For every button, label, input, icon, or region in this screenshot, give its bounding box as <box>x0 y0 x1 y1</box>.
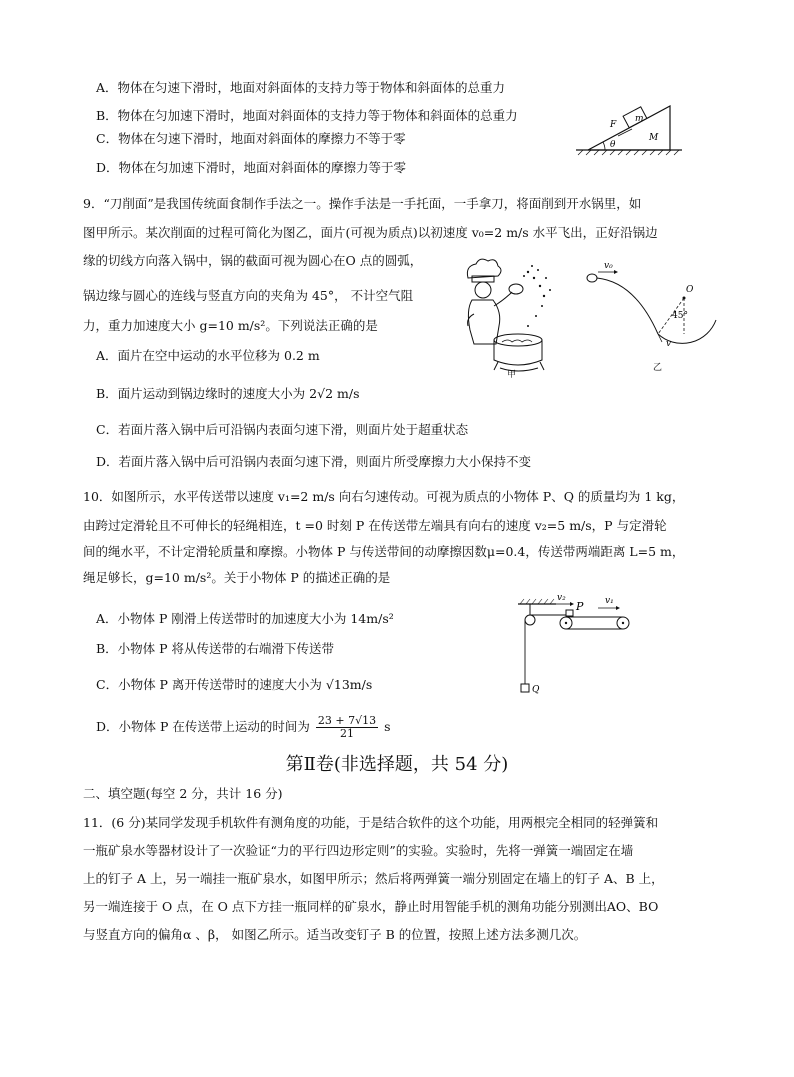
label-big-m: M <box>649 133 659 143</box>
q9-line-2: 图甲所示。某次削面的过程可简化为图乙，面片(可视为质点)以初速度 v₀=2 m/s 水平飞出，正好沿锅边 <box>83 225 658 240</box>
q8-option-a: A．物体在匀速下滑时，地面对斜面体的支持力等于物体和斜面体的总重力 <box>96 80 506 95</box>
q8-option-c: C．物体在匀速下滑时，地面对斜面体的摩擦力不等于零 <box>96 131 406 146</box>
trajectory-figure <box>580 258 720 348</box>
part-two-title: 第Ⅱ卷(非选择题，共 54 分) <box>285 754 509 775</box>
q10-line-4: 绳足够长，g=10 m/s²。关于小物体 P 的描述正确的是 <box>83 570 391 585</box>
q10-option-b: B．小物体 P 将从传送带的右端滑下传送带 <box>96 641 335 656</box>
conveyor-figure <box>512 590 642 700</box>
noodle-slice <box>587 274 597 282</box>
q9-option-b: B．面片运动到锅边缘时的速度大小为 2√2 m/s <box>96 386 360 401</box>
label-o: O <box>686 285 694 295</box>
left-axle <box>565 622 567 624</box>
q11-line-2: 一瓶矿泉水等器材设计了一次验证“力的平行四边形定则”的实验。实验时，先将一弹簧一端固定在墙 <box>83 843 634 858</box>
label-v: v <box>666 339 672 348</box>
label-yi: 乙 <box>653 363 663 373</box>
q11-line-3: 上的钉子 A 上，另一端挂一瓶矿泉水，如图甲所示；然后将两弹簧一端分别固定在墙上的钉子 A、B 上， <box>83 871 664 886</box>
q9-line-4: 锅边缘与圆心的连线与竖直方向的夹角为 45°， 不计空气阻 <box>83 288 414 303</box>
fraction-denominator: 21 <box>339 727 354 740</box>
q10-option-d-text: D．小物体 P 在传送带上运动的时间为 <box>96 719 310 734</box>
q8-option-d: D．物体在匀加速下滑时，地面对斜面体的摩擦力等于零 <box>96 160 407 175</box>
q9-option-a: A．面片在空中运动的水平位移为 0.2 m <box>96 348 320 363</box>
block-p <box>566 610 573 616</box>
pulley <box>525 615 535 625</box>
label-v0: v₀ <box>604 261 613 271</box>
q8-option-b: B．物体在匀加速下滑时，地面对斜面体的支持力等于物体和斜面体的总重力 <box>96 108 518 123</box>
incline-figure <box>574 100 686 158</box>
q9-line-3: 缘的切线方向落入锅中，锅的截面可视为圆心在O 点的圆弧， <box>83 253 423 268</box>
q11-line-5: 与竖直方向的偏角α 、β， 如图乙所示。适当改变钉子 B 的位置，按照上述方法多测几次。 <box>83 927 587 942</box>
ceiling-hatch <box>520 599 554 604</box>
v0-arrowhead <box>614 270 618 274</box>
label-f: F <box>610 120 617 130</box>
q9-option-d: D．若面片落入锅中后可沿锅内表面匀速下滑，则面片所受摩擦力大小保持不变 <box>96 454 532 469</box>
q11-line-1: 11．(6 分)某同学发现手机软件有测角度的功能，于是结合软件的这个功能，用两根完全相同的轻弹簧和 <box>83 815 659 830</box>
label-q: Q <box>532 685 540 695</box>
v2-arrowhead <box>570 602 574 606</box>
center-o <box>683 297 686 300</box>
q10-option-d <box>96 715 391 740</box>
label-theta: θ <box>610 140 616 150</box>
section-two-heading: 二、填空题(每空 2 分，共计 16 分) <box>83 786 283 801</box>
label-v2: v₂ <box>557 593 566 603</box>
pot-water <box>502 340 532 342</box>
time-fraction <box>316 715 378 740</box>
q10-line-3: 间的绳水平，不计定滑轮质量和摩擦。小物体 P 与传送带间的动摩擦因数μ=0.4，传送带两端距离 L=5 m， <box>83 544 685 559</box>
q10-option-a: A．小物体 P 刚滑上传送带时的加速度大小为 14m/s² <box>96 611 394 626</box>
v1-arrowhead <box>616 606 620 610</box>
q9-option-c: C．若面片落入锅中后可沿锅内表面匀速下滑，则面片处于超重状态 <box>96 422 469 437</box>
time-unit: s <box>384 719 391 734</box>
noodle-drops <box>523 265 551 327</box>
chef-figure <box>458 256 570 378</box>
label-p: P <box>576 600 584 613</box>
label-v1: v₁ <box>605 596 614 606</box>
ground-hatch <box>578 150 679 155</box>
fraction-numerator: 23 + 7√13 <box>317 714 377 727</box>
q10-line-1: 10．如图所示，水平传送带以速度 v₁=2 m/s 向右匀速传动。可视为质点的小物体 P、Q 的质量均为 1 kg， <box>83 489 685 504</box>
theta-arc <box>603 142 605 150</box>
trajectory-curve <box>597 278 658 334</box>
chef-drawing <box>467 259 544 371</box>
q10-line-2: 由跨过定滑轮且不可伸长的轻绳相连，t =0 时刻 P 在传送带左端具有向右的速度 v₂=5 m/s，P 与定滑轮 <box>83 518 667 533</box>
q9-line-1: 9．“刀削面”是我国传统面食制作手法之一。操作手法是一手托面，一手拿刀，将面削到开水锅里，如 <box>83 196 642 211</box>
q11-line-4: 另一端连接于 O 点，在 O 点下方挂一瓶同样的矿泉水，静止时用智能手机的测角功能分别测出AO、BO <box>83 899 659 914</box>
q9-line-5: 力，重力加速度大小 g=10 m/s²。下列说法正确的是 <box>83 318 378 333</box>
q10-option-c: C．小物体 P 离开传送带时的速度大小为 √13m/s <box>96 677 373 692</box>
label-jia: 甲 <box>507 370 517 380</box>
right-axle <box>622 622 624 624</box>
block-q <box>521 684 529 692</box>
label-45: 45° <box>672 311 688 321</box>
label-m: m <box>635 114 644 124</box>
